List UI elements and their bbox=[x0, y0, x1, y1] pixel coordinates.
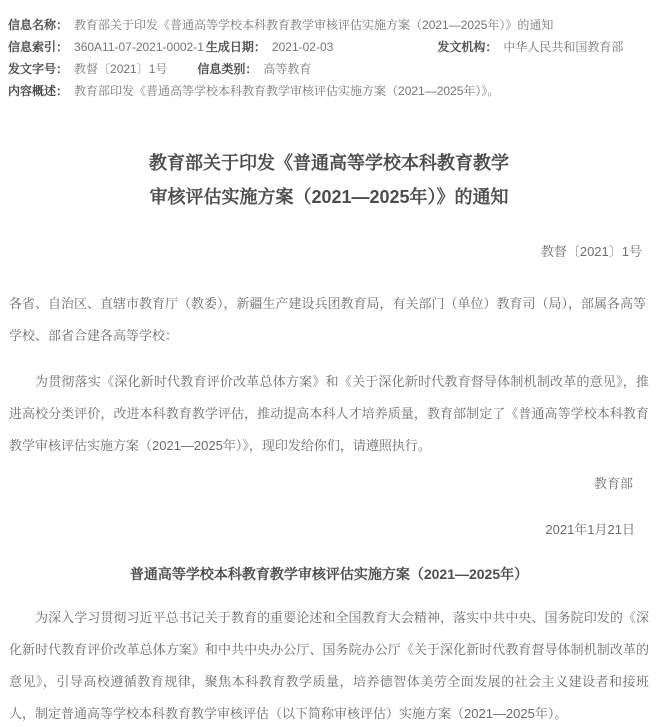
info-name-label: 信息名称： bbox=[8, 18, 69, 32]
info-category-label: 信息类别： bbox=[197, 62, 258, 76]
sign-date: 2021年1月21日 bbox=[545, 522, 635, 537]
paragraph-2: 为深入学习贯彻习近平总书记关于教育的重要论述和全国教育大会精神，落实中共中央、国务院印发的《深化新时代教育评价改革总体方案》和中共中央办公厅、国务院办公厅《关于深化新时代教育督导体制机制改革的意见》，引导高校遵循教育规律，聚焦本科教育教学质量，培养德智体美劳全面发展的社会主义建设者和接班人，制定普通高等学校本科教育教学审核评估（以下简称审核评估）实施方案（2021—2025年）。 bbox=[9, 610, 649, 721]
info-docnum-label: 发文字号： bbox=[8, 62, 69, 76]
info-category-value: 高等教育 bbox=[263, 62, 312, 76]
document-body bbox=[0, 288, 658, 727]
info-date-value: 2021-02-03 bbox=[271, 40, 334, 54]
info-summary-label: 内容概述： bbox=[8, 84, 69, 98]
info-row-summary bbox=[8, 80, 650, 102]
info-docnum-value: 教督〔2021〕1号 bbox=[74, 62, 168, 76]
info-summary-value: 教育部印发《普通高等学校本科教育教学审核评估实施方案（2021—2025年）》。 bbox=[74, 84, 500, 98]
info-row-name bbox=[8, 14, 650, 36]
info-agency-label: 发文机构： bbox=[437, 40, 498, 54]
document-title-line1: 教育部关于印发《普通高等学校本科教育教学 bbox=[149, 153, 509, 173]
document-title bbox=[0, 146, 658, 214]
attachment-title: 普通高等学校本科教育教学审核评估实施方案（2021—2025年） bbox=[129, 566, 529, 582]
paragraph-1: 为贯彻落实《深化新时代教育评价改革总体方案》和《关于深化新时代教育督导体制机制改革的意见》，推进高校分类评价，改进本科教育教学评估，推动提高本科人才培养质量，教育部制定了《普通高等学校本科教育教学审核评估实施方案（2021—2025年）》，现印发给你们，请遵照执行。 bbox=[9, 374, 649, 453]
info-date-label: 生成日期： bbox=[205, 40, 266, 54]
document-title-line2: 审核评估实施方案（2021—2025年）》的通知 bbox=[149, 187, 509, 207]
info-row-docnum-category bbox=[8, 58, 650, 80]
signer: 教育部 bbox=[593, 476, 633, 491]
info-name-value: 教育部关于印发《普通高等学校本科教育教学审核评估实施方案（2021—2025年）》的通知 bbox=[74, 18, 554, 32]
document-number: 教督〔2021〕1号 bbox=[540, 244, 642, 259]
info-index-value: 360A11-07-2021-0002-1 bbox=[74, 40, 204, 54]
salutation: 各省、自治区、直辖市教育厅（教委），新疆生产建设兵团教育局，有关部门（单位）教育司（局），部属各高等学校、部省合建各高等学校： bbox=[9, 296, 647, 343]
info-header bbox=[0, 0, 658, 102]
info-row-index-date-agency bbox=[8, 36, 650, 58]
info-index-label: 信息索引： bbox=[8, 40, 69, 54]
info-agency-value: 中华人民共和国教育部 bbox=[503, 40, 624, 54]
